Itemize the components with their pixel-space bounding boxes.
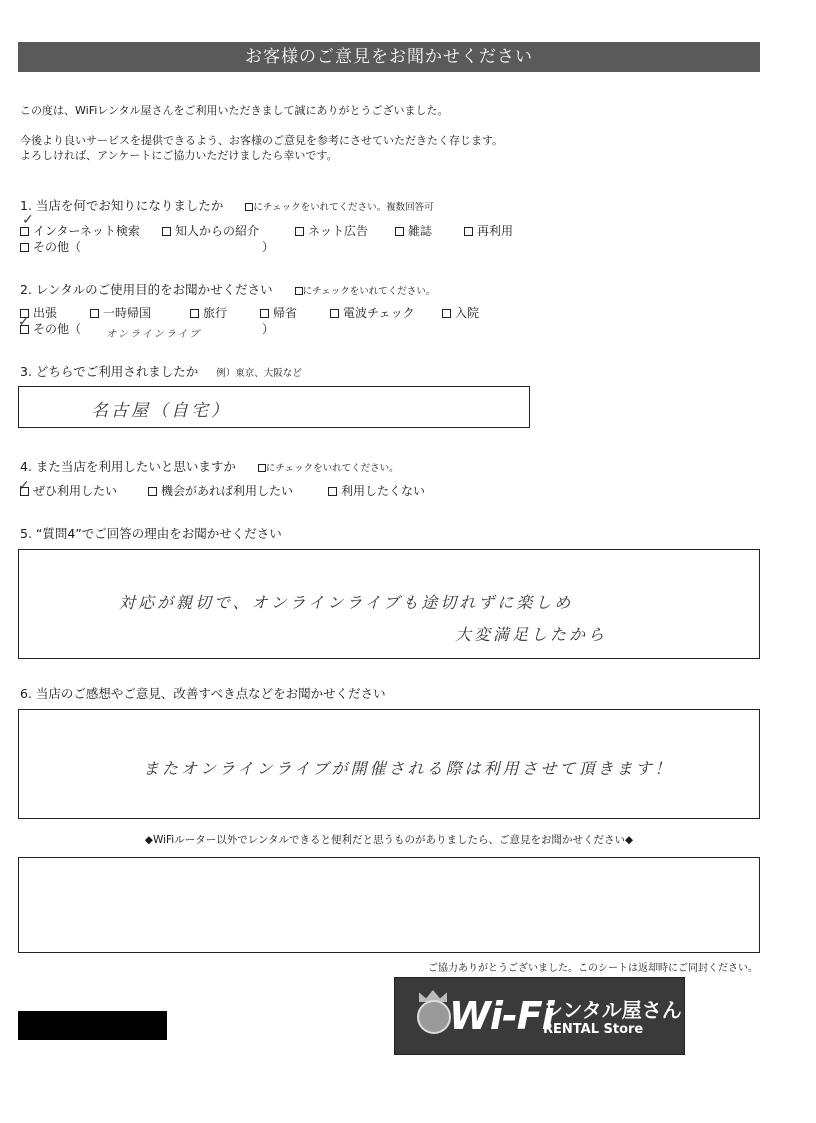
- checkbox-icon[interactable]: [395, 227, 404, 236]
- q1-option-referral[interactable]: [162, 222, 259, 239]
- checkmark-icon: ✓: [22, 212, 34, 228]
- intro-line-2: 今後より良いサービスを提供できるよう、お客様のご意見を参考にさせていただきたく存じます。: [20, 134, 504, 147]
- q2-option-label: 入院: [455, 306, 480, 320]
- q1-option-label: 雑誌: [408, 224, 433, 238]
- q1-option-other[interactable]: [20, 238, 81, 255]
- checkbox-icon[interactable]: [190, 309, 199, 318]
- page-title: お客様のご意見をお聞かせください: [18, 42, 760, 72]
- q2-title-text: 2. レンタルのご使用目的をお聞かせください: [20, 282, 273, 297]
- checkbox-icon[interactable]: [162, 227, 171, 236]
- q4-option-no[interactable]: [328, 482, 425, 499]
- q3-answer-box[interactable]: [18, 386, 530, 428]
- q3-title-text: 3. どちらでご利用されましたか: [20, 364, 199, 379]
- logo-en-text: RENTAL Store: [543, 1022, 644, 1037]
- checkbox-icon[interactable]: [20, 243, 29, 252]
- q1-option-magazine[interactable]: [395, 222, 432, 239]
- q2-option-label: 旅行: [203, 306, 228, 320]
- q1-hint-text: にチェックをいれてください。複数回答可: [253, 202, 434, 213]
- intro-line-1: この度は、WiFiレンタル屋さんをご利用いただきまして誠にありがとうございました。: [20, 104, 449, 117]
- q4-hint-text: にチェックをいれてください。: [265, 463, 399, 474]
- q2-option-signal-check[interactable]: [330, 304, 415, 321]
- checkbox-icon: [295, 287, 303, 295]
- q1-other-close: ）: [262, 240, 275, 254]
- q7-answer-box[interactable]: [18, 857, 760, 953]
- q5-answer-line-1: 対応が親切で、オンラインライブも途切れずに楽しめ: [119, 593, 574, 612]
- q4-option-label: ぜひ利用したい: [33, 484, 118, 498]
- q2-other-label: その他（: [33, 322, 82, 336]
- footer-thanks: ご協力ありがとうございました。このシートは返却時にご同封ください。: [428, 963, 758, 974]
- checkmark-icon: ✓: [18, 314, 30, 330]
- q2-option-visit-home[interactable]: [260, 304, 297, 321]
- checkbox-icon[interactable]: [20, 325, 29, 334]
- q1-option-search[interactable]: [20, 222, 140, 239]
- checkbox-icon[interactable]: [330, 309, 339, 318]
- q3-answer: 名古屋（自宅）: [91, 401, 231, 421]
- redaction-block: [18, 1011, 167, 1040]
- q1-option-label: インターネット検索: [33, 224, 140, 238]
- q1-option-label: 再利用: [477, 224, 514, 238]
- intro-line-3: よろしければ、アンケートにご協力いただけましたら幸いです。: [20, 149, 338, 162]
- q7-title: ◆WiFiルーター以外でレンタルできると便利だと思うものがありましたら、ご意見をお聞かせください◆: [144, 834, 634, 846]
- q2-hint: [295, 286, 436, 297]
- q1-hint: [245, 202, 433, 213]
- q2-hint-text: にチェックをいれてください。: [302, 286, 436, 297]
- q1-option-label: 知人からの紹介: [175, 224, 260, 238]
- checkbox-icon[interactable]: [295, 227, 304, 236]
- q3-title: [20, 362, 302, 380]
- q5-title: 5. “質問4”でご回答の理由をお聞かせください: [20, 526, 282, 541]
- checkbox-icon[interactable]: [20, 227, 29, 236]
- checkbox-icon[interactable]: [148, 487, 157, 496]
- checkbox-icon: [258, 464, 266, 472]
- q5-answer-line-2: 大変満足したから: [455, 625, 608, 644]
- checkbox-icon[interactable]: [260, 309, 269, 318]
- q2-option-homecoming[interactable]: [90, 304, 151, 321]
- q1-other-label: その他（: [33, 240, 82, 254]
- checkbox-icon[interactable]: [20, 487, 29, 496]
- q2-other-close: ）: [262, 322, 275, 336]
- logo-wifi-text: Wi-Fi: [449, 994, 554, 1038]
- q6-title: 6. 当店のご感想やご意見、改善すべき点などをお聞かせください: [20, 686, 386, 701]
- q2-option-hospital[interactable]: [442, 304, 479, 321]
- q5-answer-box[interactable]: [18, 549, 760, 659]
- q4-option-label: 利用したくない: [341, 484, 426, 498]
- q2-option-label: 電波チェック: [343, 306, 415, 320]
- q2-option-label: 帰省: [273, 306, 298, 320]
- q4-hint: [258, 463, 399, 474]
- q4-option-label: 機会があれば利用したい: [161, 484, 294, 498]
- checkbox-icon[interactable]: [464, 227, 473, 236]
- logo-jp-text: レンタル屋さん: [543, 998, 682, 1022]
- q2-other-value[interactable]: オンラインライブ: [106, 329, 202, 340]
- q1-title: [20, 196, 434, 214]
- q1-option-ad[interactable]: [295, 222, 368, 239]
- checkbox-icon[interactable]: [90, 309, 99, 318]
- q6-answer-box[interactable]: [18, 709, 760, 819]
- mascot-icon: [417, 1000, 451, 1034]
- q4-option-maybe[interactable]: [148, 482, 293, 499]
- q4-title: [20, 457, 399, 475]
- q2-title: [20, 280, 435, 298]
- q1-option-reuse[interactable]: [464, 222, 513, 239]
- q2-option-other[interactable]: [20, 320, 81, 337]
- checkbox-icon[interactable]: [442, 309, 451, 318]
- q4-option-definitely[interactable]: [20, 482, 117, 499]
- q4-title-text: 4. また当店を利用したいと思いますか: [20, 459, 236, 474]
- q1-option-label: ネット広告: [308, 224, 369, 238]
- q6-answer: またオンラインライブが開催される際は利用させて頂きます！: [143, 759, 674, 778]
- q2-option-label: 一時帰国: [103, 306, 152, 320]
- checkmark-icon: ✓: [18, 478, 30, 494]
- q1-title-text: 1. 当店を何でお知りになりましたか: [20, 198, 224, 213]
- q2-option-travel[interactable]: [190, 304, 227, 321]
- q3-hint: 例）東京、大阪など: [216, 368, 302, 379]
- wifi-rental-logo: [394, 977, 685, 1055]
- q2-option-label: 出張: [33, 306, 58, 320]
- checkbox-icon[interactable]: [328, 487, 337, 496]
